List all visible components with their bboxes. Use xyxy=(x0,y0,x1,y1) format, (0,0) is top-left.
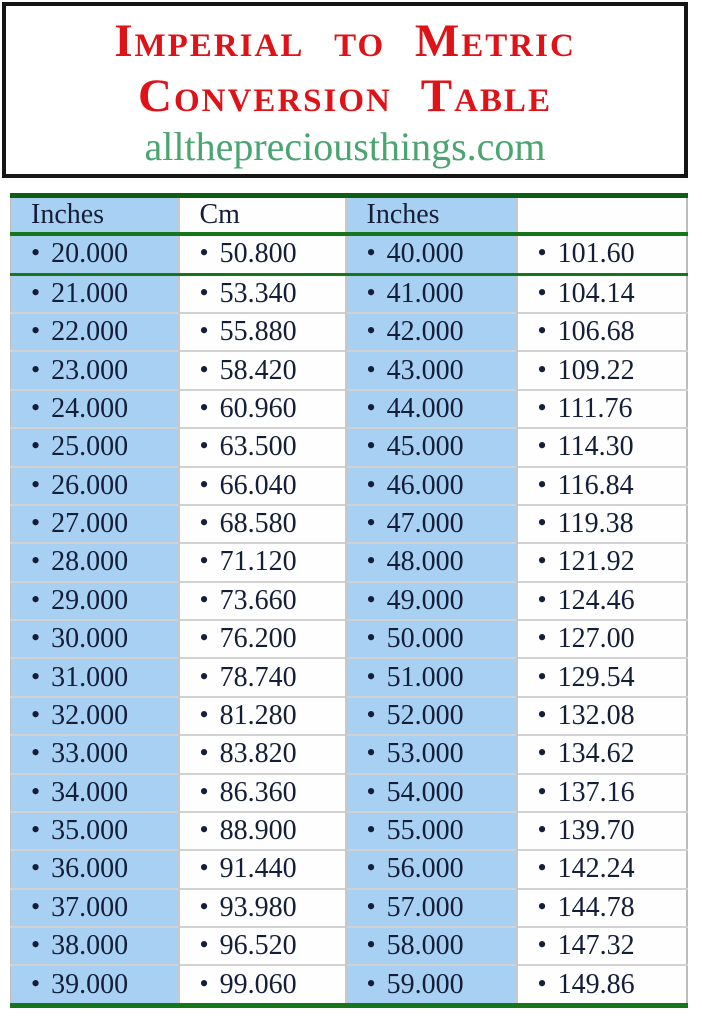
inches-left-cell xyxy=(11,965,179,1005)
inches-left-cell xyxy=(11,234,179,274)
bullet-icon: • xyxy=(31,431,41,461)
cell-value: 83.820 xyxy=(219,738,297,770)
bullet-icon: • xyxy=(537,584,547,614)
bullet-icon: • xyxy=(31,776,41,806)
cell-value: 55.000 xyxy=(386,815,464,847)
bullet-icon: • xyxy=(31,277,41,307)
col-header-inches-right: Inches xyxy=(346,196,517,235)
page-title-line1: Imperial to Metric xyxy=(114,15,576,67)
inches-left-cell xyxy=(11,658,179,696)
bullet-icon: • xyxy=(366,546,376,576)
cell-value: 54.000 xyxy=(386,776,464,808)
cell-value: 66.040 xyxy=(219,469,297,501)
bullet-icon: • xyxy=(199,469,209,499)
inches-left-cell xyxy=(11,505,179,543)
bullet-icon: • xyxy=(199,776,209,806)
cell-value: 106.68 xyxy=(557,316,635,348)
inches-right-cell xyxy=(346,428,517,466)
bullet-icon: • xyxy=(537,277,547,307)
cell-value: 42.000 xyxy=(386,316,464,348)
conversion-table xyxy=(10,193,688,1008)
inches-left-cell xyxy=(11,735,179,773)
bullet-icon: • xyxy=(537,546,547,576)
bullet-icon: • xyxy=(366,277,376,307)
cell-value: 127.00 xyxy=(557,623,635,655)
table-row xyxy=(11,234,687,274)
cell-value: 111.76 xyxy=(557,392,633,424)
cell-value: 104.14 xyxy=(557,277,635,309)
inches-left-cell xyxy=(11,274,179,313)
cell-value: 116.84 xyxy=(557,469,634,501)
cm-right-cell xyxy=(517,620,687,658)
cell-value: 40.000 xyxy=(386,238,464,270)
bullet-icon: • xyxy=(31,546,41,576)
bullet-icon: • xyxy=(199,738,209,768)
cell-value: 88.900 xyxy=(219,815,297,847)
inches-right-cell xyxy=(346,390,517,428)
bullet-icon: • xyxy=(199,891,209,921)
bullet-icon: • xyxy=(31,815,41,845)
inches-left-cell xyxy=(11,582,179,620)
bullet-icon: • xyxy=(31,968,41,998)
table-row xyxy=(11,467,687,505)
bullet-icon: • xyxy=(366,661,376,691)
cell-value: 32.000 xyxy=(51,699,129,731)
table-row xyxy=(11,658,687,696)
cm-left-cell xyxy=(179,889,346,927)
inches-left-cell xyxy=(11,543,179,581)
inches-right-cell xyxy=(346,889,517,927)
cell-value: 38.000 xyxy=(51,930,129,962)
cm-right-cell xyxy=(517,582,687,620)
cell-value: 27.000 xyxy=(51,508,129,540)
inches-left-cell xyxy=(11,889,179,927)
bullet-icon: • xyxy=(366,738,376,768)
bullet-icon: • xyxy=(537,469,547,499)
bullet-icon: • xyxy=(537,354,547,384)
col-header-inches-left: Inches xyxy=(11,196,179,235)
inches-right-cell xyxy=(346,351,517,389)
cm-left-cell xyxy=(179,927,346,965)
cm-right-cell xyxy=(517,467,687,505)
bullet-icon: • xyxy=(31,354,41,384)
bullet-icon: • xyxy=(366,354,376,384)
bullet-icon: • xyxy=(31,469,41,499)
bullet-icon: • xyxy=(537,891,547,921)
cm-left-cell xyxy=(179,735,346,773)
table-row xyxy=(11,889,687,927)
bullet-icon: • xyxy=(31,891,41,921)
cell-value: 25.000 xyxy=(51,431,129,463)
inches-left-cell xyxy=(11,351,179,389)
bullet-icon: • xyxy=(199,508,209,538)
table-row xyxy=(11,351,687,389)
cell-value: 57.000 xyxy=(386,891,464,923)
conversion-table-body xyxy=(11,234,687,1006)
inches-right-cell xyxy=(346,697,517,735)
cell-value: 21.000 xyxy=(51,277,129,309)
cell-value: 33.000 xyxy=(51,738,129,770)
cell-value: 58.000 xyxy=(386,930,464,962)
cm-left-cell xyxy=(179,543,346,581)
bullet-icon: • xyxy=(366,891,376,921)
bullet-icon: • xyxy=(537,738,547,768)
inches-right-cell xyxy=(346,467,517,505)
inches-left-cell xyxy=(11,620,179,658)
cell-value: 78.740 xyxy=(219,661,297,693)
cell-value: 96.520 xyxy=(219,930,297,962)
table-row xyxy=(11,505,687,543)
inches-right-cell xyxy=(346,658,517,696)
cm-left-cell xyxy=(179,234,346,274)
cell-value: 31.000 xyxy=(51,661,129,693)
cell-value: 30.000 xyxy=(51,623,129,655)
cell-value: 60.960 xyxy=(219,392,297,424)
inches-left-cell xyxy=(11,467,179,505)
cell-value: 86.360 xyxy=(219,776,297,808)
bullet-icon: • xyxy=(31,853,41,883)
cell-value: 34.000 xyxy=(51,776,129,808)
inches-left-cell xyxy=(11,927,179,965)
inches-right-cell xyxy=(346,313,517,351)
bullet-icon: • xyxy=(31,623,41,653)
cell-value: 39.000 xyxy=(51,968,129,1000)
cell-value: 50.000 xyxy=(386,623,464,655)
table-row xyxy=(11,390,687,428)
cell-value: 53.000 xyxy=(386,738,464,770)
inches-right-cell xyxy=(346,620,517,658)
bullet-icon: • xyxy=(199,661,209,691)
bullet-icon: • xyxy=(31,238,41,268)
cm-left-cell xyxy=(179,351,346,389)
cell-value: 43.000 xyxy=(386,354,464,386)
cm-left-cell xyxy=(179,965,346,1005)
cm-right-cell xyxy=(517,735,687,773)
bullet-icon: • xyxy=(366,316,376,346)
cell-value: 59.000 xyxy=(386,968,464,1000)
cm-right-cell xyxy=(517,234,687,274)
cell-value: 142.24 xyxy=(557,853,635,885)
cell-value: 53.340 xyxy=(219,277,297,309)
cm-right-cell xyxy=(517,774,687,812)
cm-left-cell xyxy=(179,428,346,466)
col-header-cm-right xyxy=(517,196,687,235)
table-row xyxy=(11,620,687,658)
table-row xyxy=(11,697,687,735)
cm-right-cell xyxy=(517,274,687,313)
cell-value: 137.16 xyxy=(557,776,635,808)
cell-value: 101.60 xyxy=(557,238,635,270)
cell-value: 114.30 xyxy=(557,431,634,463)
cell-value: 134.62 xyxy=(557,738,635,770)
website-text: allthepreciousthings.com xyxy=(144,123,546,169)
bullet-icon: • xyxy=(537,776,547,806)
bullet-icon: • xyxy=(366,584,376,614)
inches-right-cell xyxy=(346,543,517,581)
header-box xyxy=(2,2,688,178)
bullet-icon: • xyxy=(537,392,547,422)
bullet-icon: • xyxy=(199,316,209,346)
inches-right-cell xyxy=(346,774,517,812)
cell-value: 56.000 xyxy=(386,853,464,885)
bullet-icon: • xyxy=(31,392,41,422)
table-row xyxy=(11,428,687,466)
cm-left-cell xyxy=(179,274,346,313)
cm-left-cell xyxy=(179,850,346,888)
cell-value: 121.92 xyxy=(557,546,635,578)
bullet-icon: • xyxy=(31,661,41,691)
cell-value: 41.000 xyxy=(386,277,464,309)
bullet-icon: • xyxy=(537,623,547,653)
bullet-icon: • xyxy=(537,238,547,268)
inches-right-cell xyxy=(346,850,517,888)
cm-left-cell xyxy=(179,390,346,428)
bullet-icon: • xyxy=(31,584,41,614)
inches-right-cell xyxy=(346,965,517,1005)
cm-right-cell xyxy=(517,889,687,927)
cell-value: 46.000 xyxy=(386,469,464,501)
cm-left-cell xyxy=(179,467,346,505)
bullet-icon: • xyxy=(366,815,376,845)
cell-value: 26.000 xyxy=(51,469,129,501)
table-row xyxy=(11,812,687,850)
cm-left-cell xyxy=(179,774,346,812)
bullet-icon: • xyxy=(366,776,376,806)
cell-value: 99.060 xyxy=(219,968,297,1000)
cell-value: 144.78 xyxy=(557,891,635,923)
cell-value: 44.000 xyxy=(386,392,464,424)
bullet-icon: • xyxy=(366,623,376,653)
cm-right-cell xyxy=(517,658,687,696)
bullet-icon: • xyxy=(199,392,209,422)
table-row xyxy=(11,274,687,313)
inches-left-cell xyxy=(11,774,179,812)
cm-right-cell xyxy=(517,390,687,428)
cm-right-cell xyxy=(517,927,687,965)
cell-value: 24.000 xyxy=(51,392,129,424)
inches-right-cell xyxy=(346,274,517,313)
cm-left-cell xyxy=(179,582,346,620)
cell-value: 81.280 xyxy=(219,699,297,731)
bullet-icon: • xyxy=(537,853,547,883)
cell-value: 124.46 xyxy=(557,584,635,616)
bullet-icon: • xyxy=(199,354,209,384)
inches-right-cell xyxy=(346,582,517,620)
inches-left-cell xyxy=(11,812,179,850)
bullet-icon: • xyxy=(366,508,376,538)
bullet-icon: • xyxy=(537,815,547,845)
bullet-icon: • xyxy=(31,738,41,768)
cell-value: 20.000 xyxy=(51,238,129,270)
table-row xyxy=(11,582,687,620)
cell-value: 35.000 xyxy=(51,815,129,847)
cm-right-cell xyxy=(517,850,687,888)
cell-value: 51.000 xyxy=(386,661,464,693)
bullet-icon: • xyxy=(366,930,376,960)
bullet-icon: • xyxy=(31,699,41,729)
cm-right-cell xyxy=(517,812,687,850)
table-row xyxy=(11,774,687,812)
cell-value: 129.54 xyxy=(557,661,635,693)
cm-left-cell xyxy=(179,658,346,696)
bullet-icon: • xyxy=(199,968,209,998)
bullet-icon: • xyxy=(199,930,209,960)
cell-value: 50.800 xyxy=(219,238,297,270)
bullet-icon: • xyxy=(366,238,376,268)
cell-value: 28.000 xyxy=(51,546,129,578)
bullet-icon: • xyxy=(366,853,376,883)
bullet-icon: • xyxy=(537,661,547,691)
bullet-icon: • xyxy=(199,238,209,268)
cell-value: 55.880 xyxy=(219,316,297,348)
inches-left-cell xyxy=(11,390,179,428)
inches-right-cell xyxy=(346,505,517,543)
bullet-icon: • xyxy=(31,508,41,538)
cm-right-cell xyxy=(517,965,687,1005)
cm-left-cell xyxy=(179,697,346,735)
cm-right-cell xyxy=(517,543,687,581)
bullet-icon: • xyxy=(537,431,547,461)
bullet-icon: • xyxy=(366,431,376,461)
table-row xyxy=(11,850,687,888)
col-header-cm-left: Cm xyxy=(179,196,346,235)
bullet-icon: • xyxy=(366,699,376,729)
cell-value: 36.000 xyxy=(51,853,129,885)
table-row xyxy=(11,927,687,965)
bullet-icon: • xyxy=(199,699,209,729)
cell-value: 149.86 xyxy=(557,968,635,1000)
cell-value: 49.000 xyxy=(386,584,464,616)
inches-left-cell xyxy=(11,697,179,735)
inches-left-cell xyxy=(11,850,179,888)
cell-value: 22.000 xyxy=(51,316,129,348)
cell-value: 93.980 xyxy=(219,891,297,923)
bullet-icon: • xyxy=(199,623,209,653)
cell-value: 76.200 xyxy=(219,623,297,655)
bullet-icon: • xyxy=(199,815,209,845)
cm-right-cell xyxy=(517,505,687,543)
cell-value: 48.000 xyxy=(386,546,464,578)
bullet-icon: • xyxy=(199,546,209,576)
cell-value: 29.000 xyxy=(51,584,129,616)
cell-value: 91.440 xyxy=(219,853,297,885)
cell-value: 58.420 xyxy=(219,354,297,386)
cm-right-cell xyxy=(517,351,687,389)
bullet-icon: • xyxy=(537,968,547,998)
cell-value: 37.000 xyxy=(51,891,129,923)
cell-value: 23.000 xyxy=(51,354,129,386)
bullet-icon: • xyxy=(366,392,376,422)
page-title-line2: Conversion Table xyxy=(138,70,552,123)
cell-value: 68.580 xyxy=(219,508,297,540)
cell-value: 147.32 xyxy=(557,930,635,962)
cell-value: 73.660 xyxy=(219,584,297,616)
table-row xyxy=(11,543,687,581)
bullet-icon: • xyxy=(366,968,376,998)
cm-left-cell xyxy=(179,505,346,543)
inches-left-cell xyxy=(11,428,179,466)
conversion-table-header xyxy=(11,196,687,235)
cell-value: 119.38 xyxy=(557,508,634,540)
cm-left-cell xyxy=(179,620,346,658)
table-row xyxy=(11,965,687,1005)
cell-value: 63.500 xyxy=(219,431,297,463)
cm-right-cell xyxy=(517,697,687,735)
table-row xyxy=(11,313,687,351)
bullet-icon: • xyxy=(366,469,376,499)
cm-left-cell xyxy=(179,313,346,351)
bullet-icon: • xyxy=(537,508,547,538)
bullet-icon: • xyxy=(31,316,41,346)
cm-left-cell xyxy=(179,812,346,850)
bullet-icon: • xyxy=(199,431,209,461)
cell-value: 109.22 xyxy=(557,354,635,386)
cell-value: 45.000 xyxy=(386,431,464,463)
inches-left-cell xyxy=(11,313,179,351)
bullet-icon: • xyxy=(199,584,209,614)
inches-right-cell xyxy=(346,234,517,274)
cell-value: 71.120 xyxy=(219,546,297,578)
inches-right-cell xyxy=(346,927,517,965)
bullet-icon: • xyxy=(199,853,209,883)
table-row xyxy=(11,735,687,773)
cell-value: 52.000 xyxy=(386,699,464,731)
bullet-icon: • xyxy=(537,930,547,960)
inches-right-cell xyxy=(346,812,517,850)
cm-right-cell xyxy=(517,428,687,466)
cell-value: 132.08 xyxy=(557,699,635,731)
bullet-icon: • xyxy=(199,277,209,307)
cm-right-cell xyxy=(517,313,687,351)
header-row xyxy=(11,196,687,235)
cell-value: 139.70 xyxy=(557,815,635,847)
inches-right-cell xyxy=(346,735,517,773)
bullet-icon: • xyxy=(31,930,41,960)
bullet-icon: • xyxy=(537,699,547,729)
bullet-icon: • xyxy=(537,316,547,346)
cell-value: 47.000 xyxy=(386,508,464,540)
